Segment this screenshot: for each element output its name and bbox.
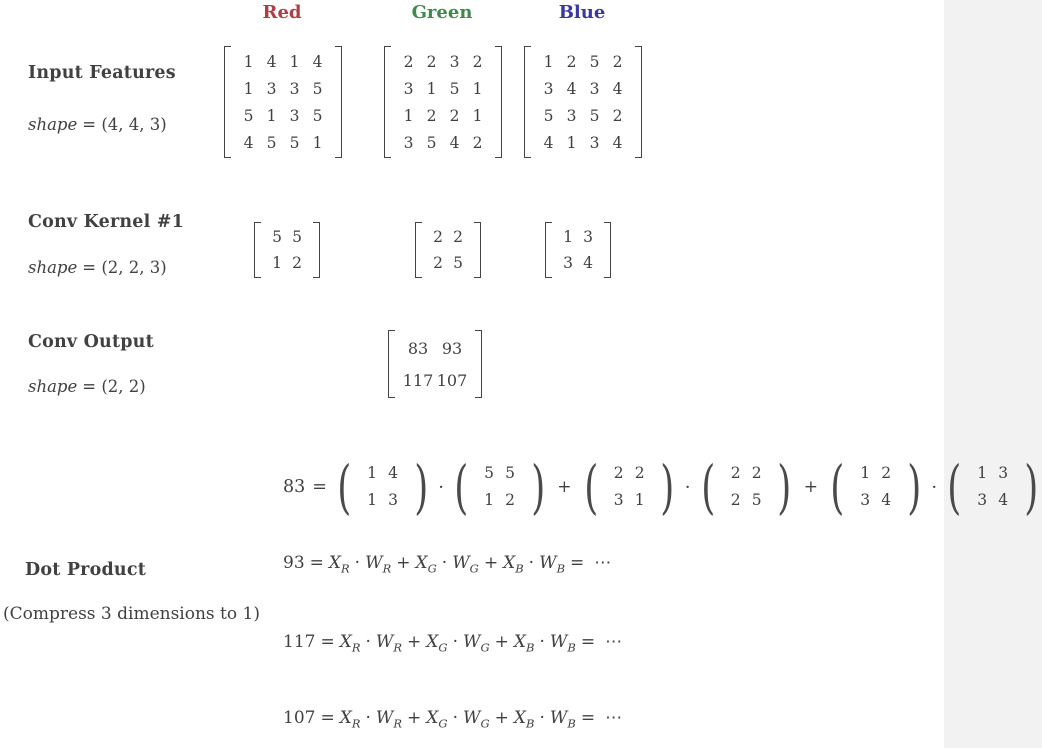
conv-output-shape: [28, 377, 146, 396]
matrix-values: 5 5 1 2: [272, 227, 302, 272]
input-matrix-blue: [524, 46, 642, 158]
right-paren: ): [660, 453, 675, 521]
left-bracket: [388, 330, 395, 398]
matrix-values: 2 2 2 5: [433, 227, 463, 272]
conv-kernel-title: Conv Kernel #1: [28, 212, 185, 232]
w-matrix-red: [450, 452, 549, 522]
right-paren: ): [413, 453, 428, 521]
conv-kernel-shape: [28, 258, 167, 277]
left-bracket: [224, 46, 231, 158]
x-matrix-green: [580, 452, 679, 522]
w-matrix-blue: [943, 452, 1042, 522]
dot-product-subtitle: (Compress 3 dimensions to 1): [3, 604, 260, 624]
dot-product-equation-107: [283, 708, 627, 731]
matrix-values: 1 2 5 2 3 4 3 4 5 3 5 2 4 1 3 4: [543, 52, 623, 152]
left-paren: (: [337, 453, 352, 521]
equation-rhs: = $X_R \cdot W_R + X_G \cdot W_G + X_B \cdot W_B$ = ⋯: [320, 632, 623, 655]
right-bracket: [475, 330, 482, 398]
right-bracket: [604, 222, 611, 278]
expansion-equation: [283, 452, 1042, 522]
matrix-values: 1 3 3 4: [563, 227, 593, 272]
right-paren: ): [530, 453, 545, 521]
left-bracket: [524, 46, 531, 158]
equation-rhs: = $X_R \cdot W_R + X_G \cdot W_G + X_B \cdot W_B$ = ⋯: [320, 708, 623, 731]
matrix-values: 1 4 1 3: [367, 464, 399, 509]
left-paren: (: [583, 453, 598, 521]
shape-word: shape: [28, 115, 78, 134]
w-matrix-green: [697, 452, 796, 522]
equals-sign: =: [312, 477, 327, 497]
channel-header-green: Green: [411, 2, 473, 23]
equation-lhs: 83: [283, 477, 306, 497]
conv-output-title: Conv Output: [28, 332, 154, 352]
equation-rhs: = $X_R \cdot W_R + X_G \cdot W_G + X_B \cdot W_B$ = ⋯: [309, 553, 612, 576]
shape-value: = (2, 2, 3): [82, 258, 167, 277]
right-paren: ): [906, 453, 922, 521]
left-paren: (: [700, 453, 715, 521]
kernel-matrix-blue: [545, 222, 611, 278]
dot-operator: ·: [438, 476, 444, 498]
matrix-values: 2 2 2 5: [730, 464, 762, 509]
kernel-matrix-red: [254, 222, 320, 278]
dot-product-equation-93: [283, 553, 616, 576]
left-paren: (: [454, 453, 469, 521]
left-paren: (: [830, 453, 845, 521]
equation-lhs: 107: [283, 708, 316, 728]
x-matrix-blue: [826, 452, 925, 522]
right-bracket: [495, 46, 502, 158]
right-paren: ): [1024, 453, 1039, 521]
matrix-values: 5 5 1 2: [484, 464, 516, 509]
matrix-values: 1 2 3 4: [860, 464, 892, 509]
shape-value: = (2, 2): [82, 377, 146, 396]
left-paren: (: [947, 453, 962, 521]
right-bracket: [474, 222, 481, 278]
input-matrix-green: [384, 46, 502, 158]
input-matrix-red: [224, 46, 342, 158]
left-bracket: [254, 222, 261, 278]
input-features-title: Input Features: [28, 63, 176, 83]
dot-product-equation-117: [283, 632, 627, 655]
matrix-values: 2 2 3 2 3 1 5 1 1 2 2 1 3 5 4 2: [403, 52, 483, 152]
channel-header-blue: Blue: [558, 2, 606, 23]
shape-word: shape: [28, 258, 78, 277]
plus-operator: +: [803, 477, 819, 497]
left-bracket: [384, 46, 391, 158]
matrix-values: 2 2 3 1: [613, 464, 645, 509]
dot-operator: ·: [684, 476, 691, 498]
kernel-matrix-green: [415, 222, 481, 278]
matrix-values: 83 93 117 107: [402, 338, 468, 390]
shape-word: shape: [28, 377, 78, 396]
left-bracket: [545, 222, 552, 278]
left-bracket: [415, 222, 422, 278]
equation-lhs: 93: [283, 553, 305, 573]
matrix-values: 1 4 1 4 1 3 3 5 5 1 3 5 4 5 5 1: [243, 52, 323, 152]
dot-operator: ·: [931, 476, 938, 498]
right-bracket: [313, 222, 320, 278]
output-matrix: [388, 330, 482, 398]
matrix-values: 1 3 3 4: [977, 464, 1009, 509]
shape-value: = (4, 4, 3): [82, 115, 167, 134]
plus-operator: +: [557, 477, 572, 497]
right-bracket: [335, 46, 342, 158]
input-features-shape: [28, 115, 167, 134]
channel-header-red: Red: [262, 2, 302, 23]
equation-lhs: 117: [283, 632, 316, 652]
dot-product-title: Dot Product: [25, 560, 146, 580]
x-matrix-red: [333, 452, 432, 522]
right-paren: ): [777, 453, 792, 521]
right-bracket: [635, 46, 642, 158]
